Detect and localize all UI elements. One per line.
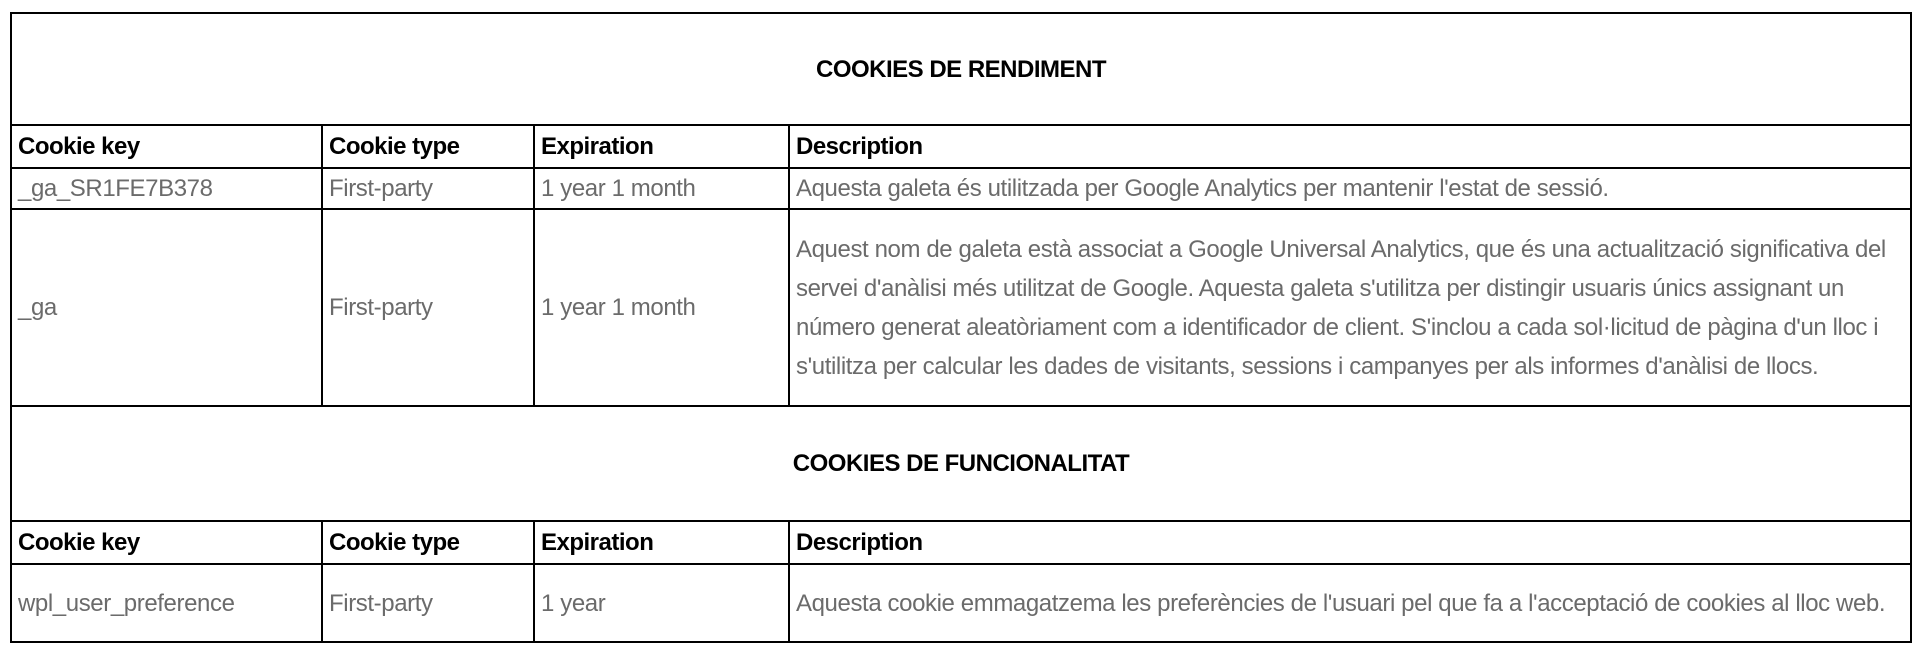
section-title: COOKIES DE FUNCIONALITAT [12, 406, 1910, 521]
column-header-cookie-key: Cookie key [12, 125, 322, 168]
section-row-functionality [12, 406, 1910, 521]
cookie-key-cell: _ga_SR1FE7B378 [12, 168, 322, 209]
description-cell: Aquesta cookie emmagatzema les preferències de l'usuari pel que fa a l'acceptació de cookies al lloc web. [789, 564, 1910, 641]
column-header-expiration: Expiration [534, 125, 789, 168]
column-header-description: Description [789, 521, 1910, 564]
table-row [12, 564, 1910, 641]
column-header-description: Description [789, 125, 1910, 168]
expiration-cell: 1 year 1 month [534, 168, 789, 209]
column-header-cookie-type: Cookie type [322, 125, 534, 168]
table-row [12, 168, 1910, 209]
column-header-cookie-type: Cookie type [322, 521, 534, 564]
expiration-cell: 1 year 1 month [534, 209, 789, 406]
cookie-type-cell: First-party [322, 564, 534, 641]
cookie-type-cell: First-party [322, 209, 534, 406]
table-header-row [12, 521, 1910, 564]
description-cell: Aquest nom de galeta està associat a Google Universal Analytics, que és una actualització significativa del servei d'anàlisi més utilitzat de Google. Aquesta galeta s'utilitza per distingir usuaris únics assignant un número generat aleatòriament com a identificador de client. S'inclou a cada sol·licitud de pàgina d'un lloc i s'utilitza per calcular les dades de visitants, sessions i campanyes per als informes d'anàlisi de llocs. [789, 209, 1910, 406]
cookie-table-sheet [10, 12, 1912, 643]
column-header-expiration: Expiration [534, 521, 789, 564]
description-cell: Aquesta galeta és utilitzada per Google Analytics per mantenir l'estat de sessió. [789, 168, 1910, 209]
cookie-type-cell: First-party [322, 168, 534, 209]
column-header-cookie-key: Cookie key [12, 521, 322, 564]
expiration-cell: 1 year [534, 564, 789, 641]
section-title: COOKIES DE RENDIMENT [12, 14, 1910, 125]
cookie-key-cell: wpl_user_preference [12, 564, 322, 641]
table-header-row [12, 125, 1910, 168]
table-row [12, 209, 1910, 406]
section-row-performance [12, 14, 1910, 125]
cookie-key-cell: _ga [12, 209, 322, 406]
cookie-table [12, 14, 1910, 641]
